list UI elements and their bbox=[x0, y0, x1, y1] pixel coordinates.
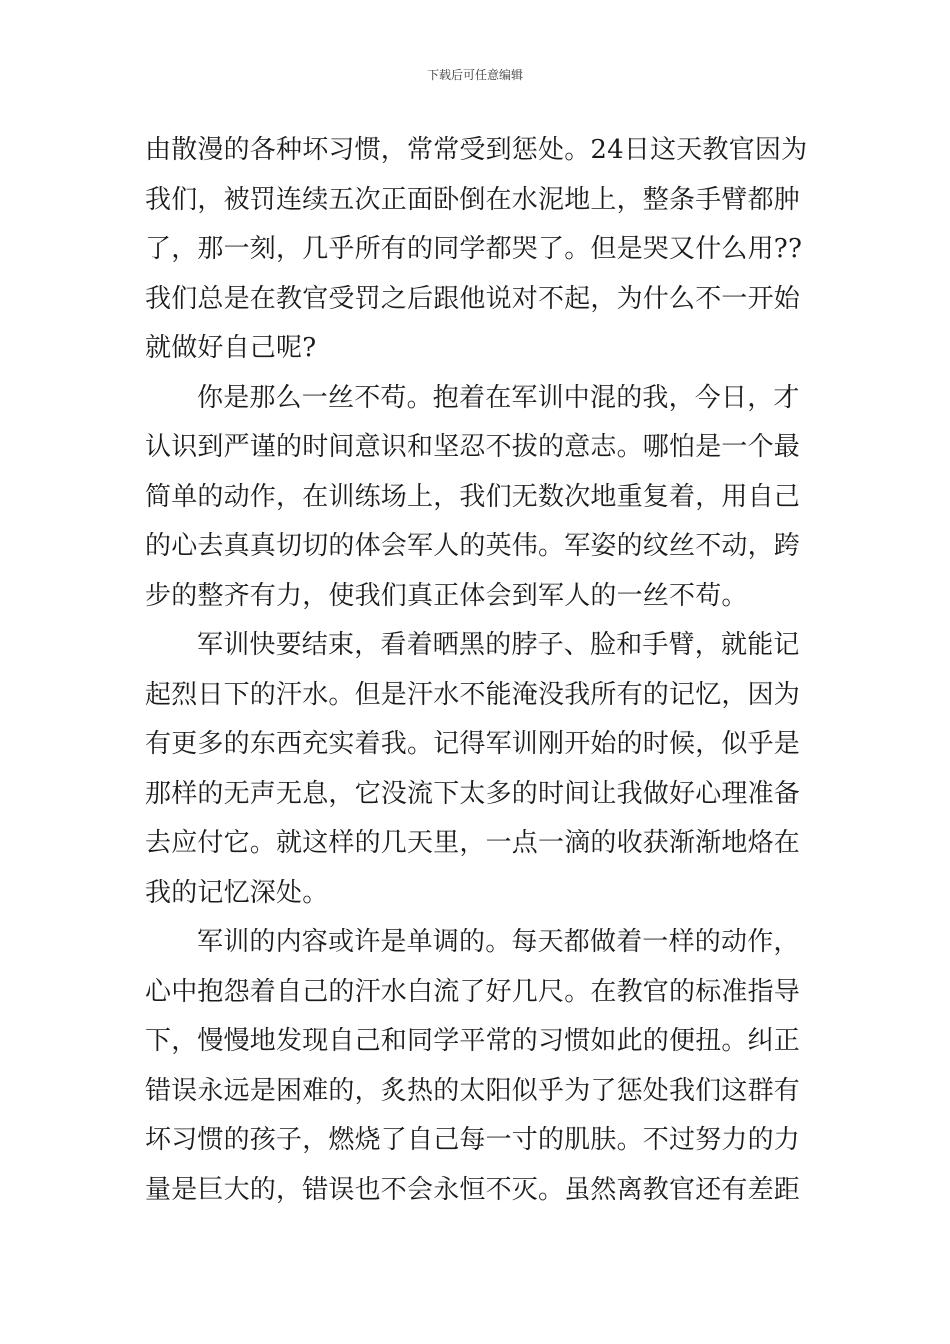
paragraph-4: 军训的内容或许是单调的。每天都做着一样的动作，心中抱怨着自己的汗水白流了好几尺。在教官的标准指导下，慢慢地发现自己和同学平常的习惯如此的便扭。纠正错误永远是困难的，炙热的太阳似乎为了惩处我们这群有坏习惯的孩子，燃烧了自己每一寸的肌肤。不过努力的力量是巨大的，错误也不会永恒不灭。虽然离教官还有差距 bbox=[145, 927, 801, 1205]
paragraph-3: 军训快要结束，看着晒黑的脖子、脸和手臂，就能记起烈日下的汗水。但是汗水不能淹没我所有的记忆，因为有更多的东西充实着我。记得军训刚开始的时候，似乎是那样的无声无息，它没流下太多的时间让我做好心理准备去应付它。就这样的几天里，一点一滴的收获渐渐地烙在我的记忆深处。 bbox=[145, 630, 801, 908]
paragraph-2: 你是那么一丝不苟。抱着在军训中混的我，今日，才认识到严谨的时间意识和坚忍不拔的意志。哪怕是一个最简单的动作，在训练场上，我们无数次地重复着，用自己的心去真真切切的体会军人的英伟。军姿的纹丝不动，跨步的整齐有力，使我们真正体会到军人的一丝不苟。 bbox=[145, 382, 801, 611]
paragraph-1: 由散漫的各种坏习惯，常常受到惩处。24日这天教官因为我们，被罚连续五次正面卧倒在水泥地上，整条手臂都肿了，那一刻，几乎所有的同学都哭了。但是哭又什么用??我们总是在教官受罚之后跟他说对不起，为什么不一开始就做好自己呢? bbox=[145, 135, 808, 363]
page-header: 下载后可任意编辑 bbox=[426, 68, 523, 82]
document-body bbox=[145, 126, 810, 1215]
